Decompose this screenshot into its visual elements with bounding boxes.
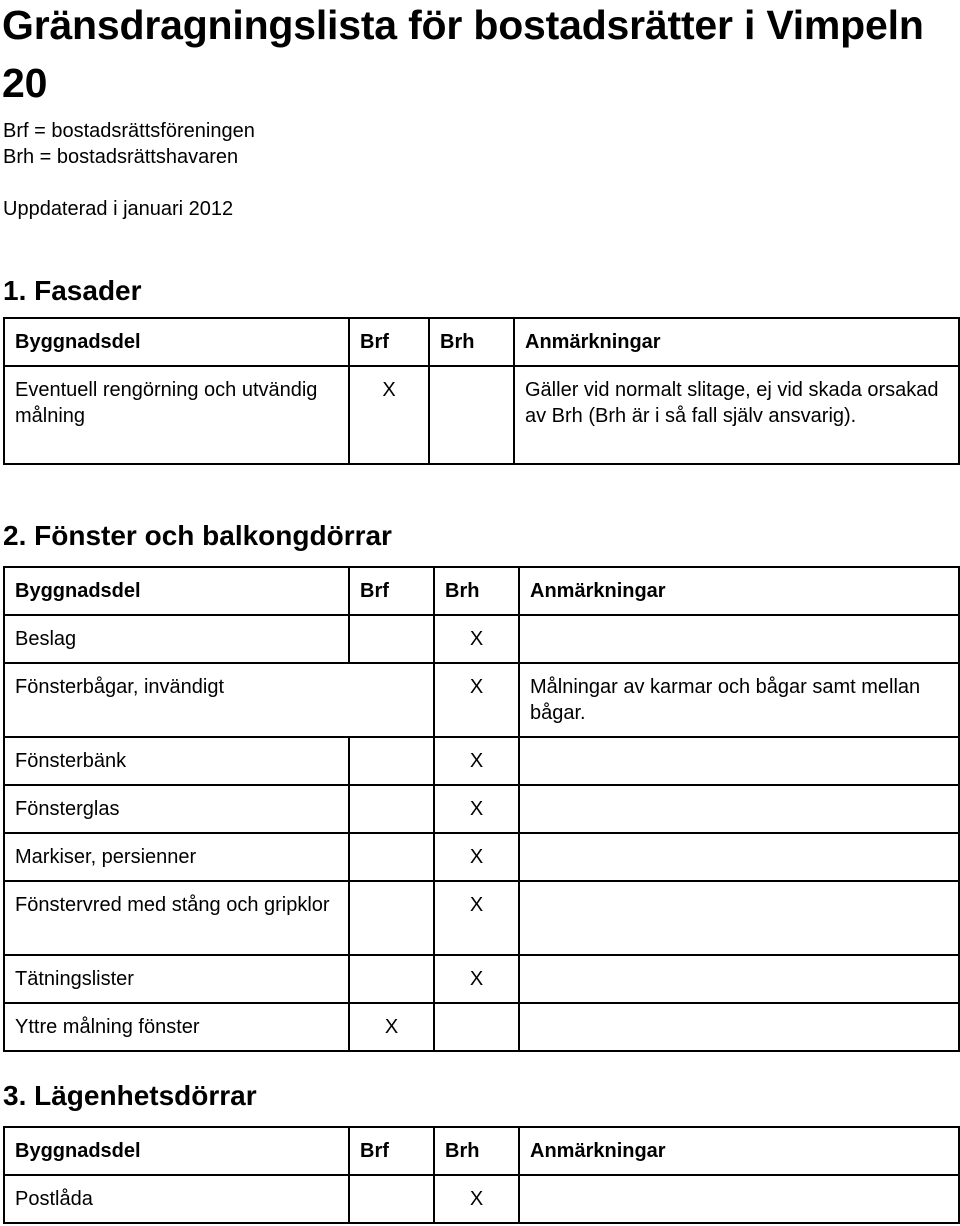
cell-note (519, 785, 959, 833)
cell-part: Yttre målning fönster (4, 1003, 349, 1051)
col-header-part: Byggnadsdel (4, 1127, 349, 1175)
col-header-brf: Brf (349, 567, 434, 615)
updated-date: Uppdaterad i januari 2012 (3, 198, 234, 220)
table-row (4, 833, 959, 881)
cell-note: Gäller vid normalt slitage, ej vid skada orsakad av Brh (Brh är i så fall själv ansvarig). (514, 366, 959, 464)
cell-part: Fönsterglas (4, 785, 349, 833)
table-header-row (4, 1127, 959, 1175)
cell-part: Fönsterbänk (4, 737, 349, 785)
cell-brf (349, 833, 434, 881)
section-heading-fasader: 1. Fasader (3, 275, 142, 306)
cell-note (519, 1003, 959, 1051)
cell-brf (349, 785, 434, 833)
table-row (4, 615, 959, 663)
cell-part: Fönsterbågar, invändigt (4, 663, 434, 737)
cell-part: Markiser, persienner (4, 833, 349, 881)
table-header-row (4, 567, 959, 615)
table-row (4, 366, 959, 464)
cell-brf (349, 955, 434, 1003)
cell-brh (429, 366, 514, 464)
cell-brf: X (349, 1003, 434, 1051)
col-header-brh: Brh (434, 1127, 519, 1175)
cell-note: Målningar av karmar och bågar samt mellan bågar. (519, 663, 959, 737)
cell-note (519, 737, 959, 785)
cell-brf (349, 1175, 434, 1223)
cell-note (519, 881, 959, 955)
table-row (4, 1175, 959, 1223)
cell-part: Tätningslister (4, 955, 349, 1003)
section-heading-lagenhetsdorrar: 3. Lägenhetsdörrar (3, 1080, 257, 1111)
cell-part: Postlåda (4, 1175, 349, 1223)
cell-part: Eventuell rengörning och utvändig målning (4, 366, 349, 464)
cell-brh: X (434, 615, 519, 663)
cell-brh: X (434, 833, 519, 881)
cell-note (519, 615, 959, 663)
cell-brh: X (434, 955, 519, 1003)
cell-brf: X (349, 366, 429, 464)
table-row (4, 737, 959, 785)
col-header-part: Byggnadsdel (4, 567, 349, 615)
cell-brh: X (434, 881, 519, 955)
cell-part: Beslag (4, 615, 349, 663)
col-header-brh: Brh (429, 318, 514, 366)
cell-note (519, 1175, 959, 1223)
table-header-row (4, 318, 959, 366)
cell-brh: X (434, 1175, 519, 1223)
table-row (4, 955, 959, 1003)
cell-note (519, 833, 959, 881)
table-lagenhetsdorrar (3, 1126, 960, 1224)
cell-brh (434, 1003, 519, 1051)
table-fonster (3, 566, 960, 1052)
col-header-brh: Brh (434, 567, 519, 615)
cell-note (519, 955, 959, 1003)
table-row (4, 663, 959, 737)
col-header-brf: Brf (349, 318, 429, 366)
cell-brf (349, 615, 434, 663)
table-fasader (3, 317, 960, 465)
cell-brh: X (434, 785, 519, 833)
page-title: Gränsdragningslista för bostadsrätter i Vimpeln 20 (2, 2, 924, 106)
col-header-notes: Anmärkningar (519, 567, 959, 615)
cell-part: Fönstervred med stång och gripklor (4, 881, 349, 955)
col-header-notes: Anmärkningar (514, 318, 959, 366)
cell-brf (349, 737, 434, 785)
cell-brh: X (434, 663, 519, 737)
table-row (4, 881, 959, 955)
col-header-notes: Anmärkningar (519, 1127, 959, 1175)
col-header-part: Byggnadsdel (4, 318, 349, 366)
cell-brh: X (434, 737, 519, 785)
table-row (4, 785, 959, 833)
table-row (4, 1003, 959, 1051)
legend-brf: Brf = bostadsrättsföreningen (3, 120, 255, 142)
col-header-brf: Brf (349, 1127, 434, 1175)
cell-brf (349, 881, 434, 955)
legend-brh: Brh = bostadsrättshavaren (3, 146, 239, 168)
section-heading-fonster: 2. Fönster och balkongdörrar (3, 520, 392, 551)
